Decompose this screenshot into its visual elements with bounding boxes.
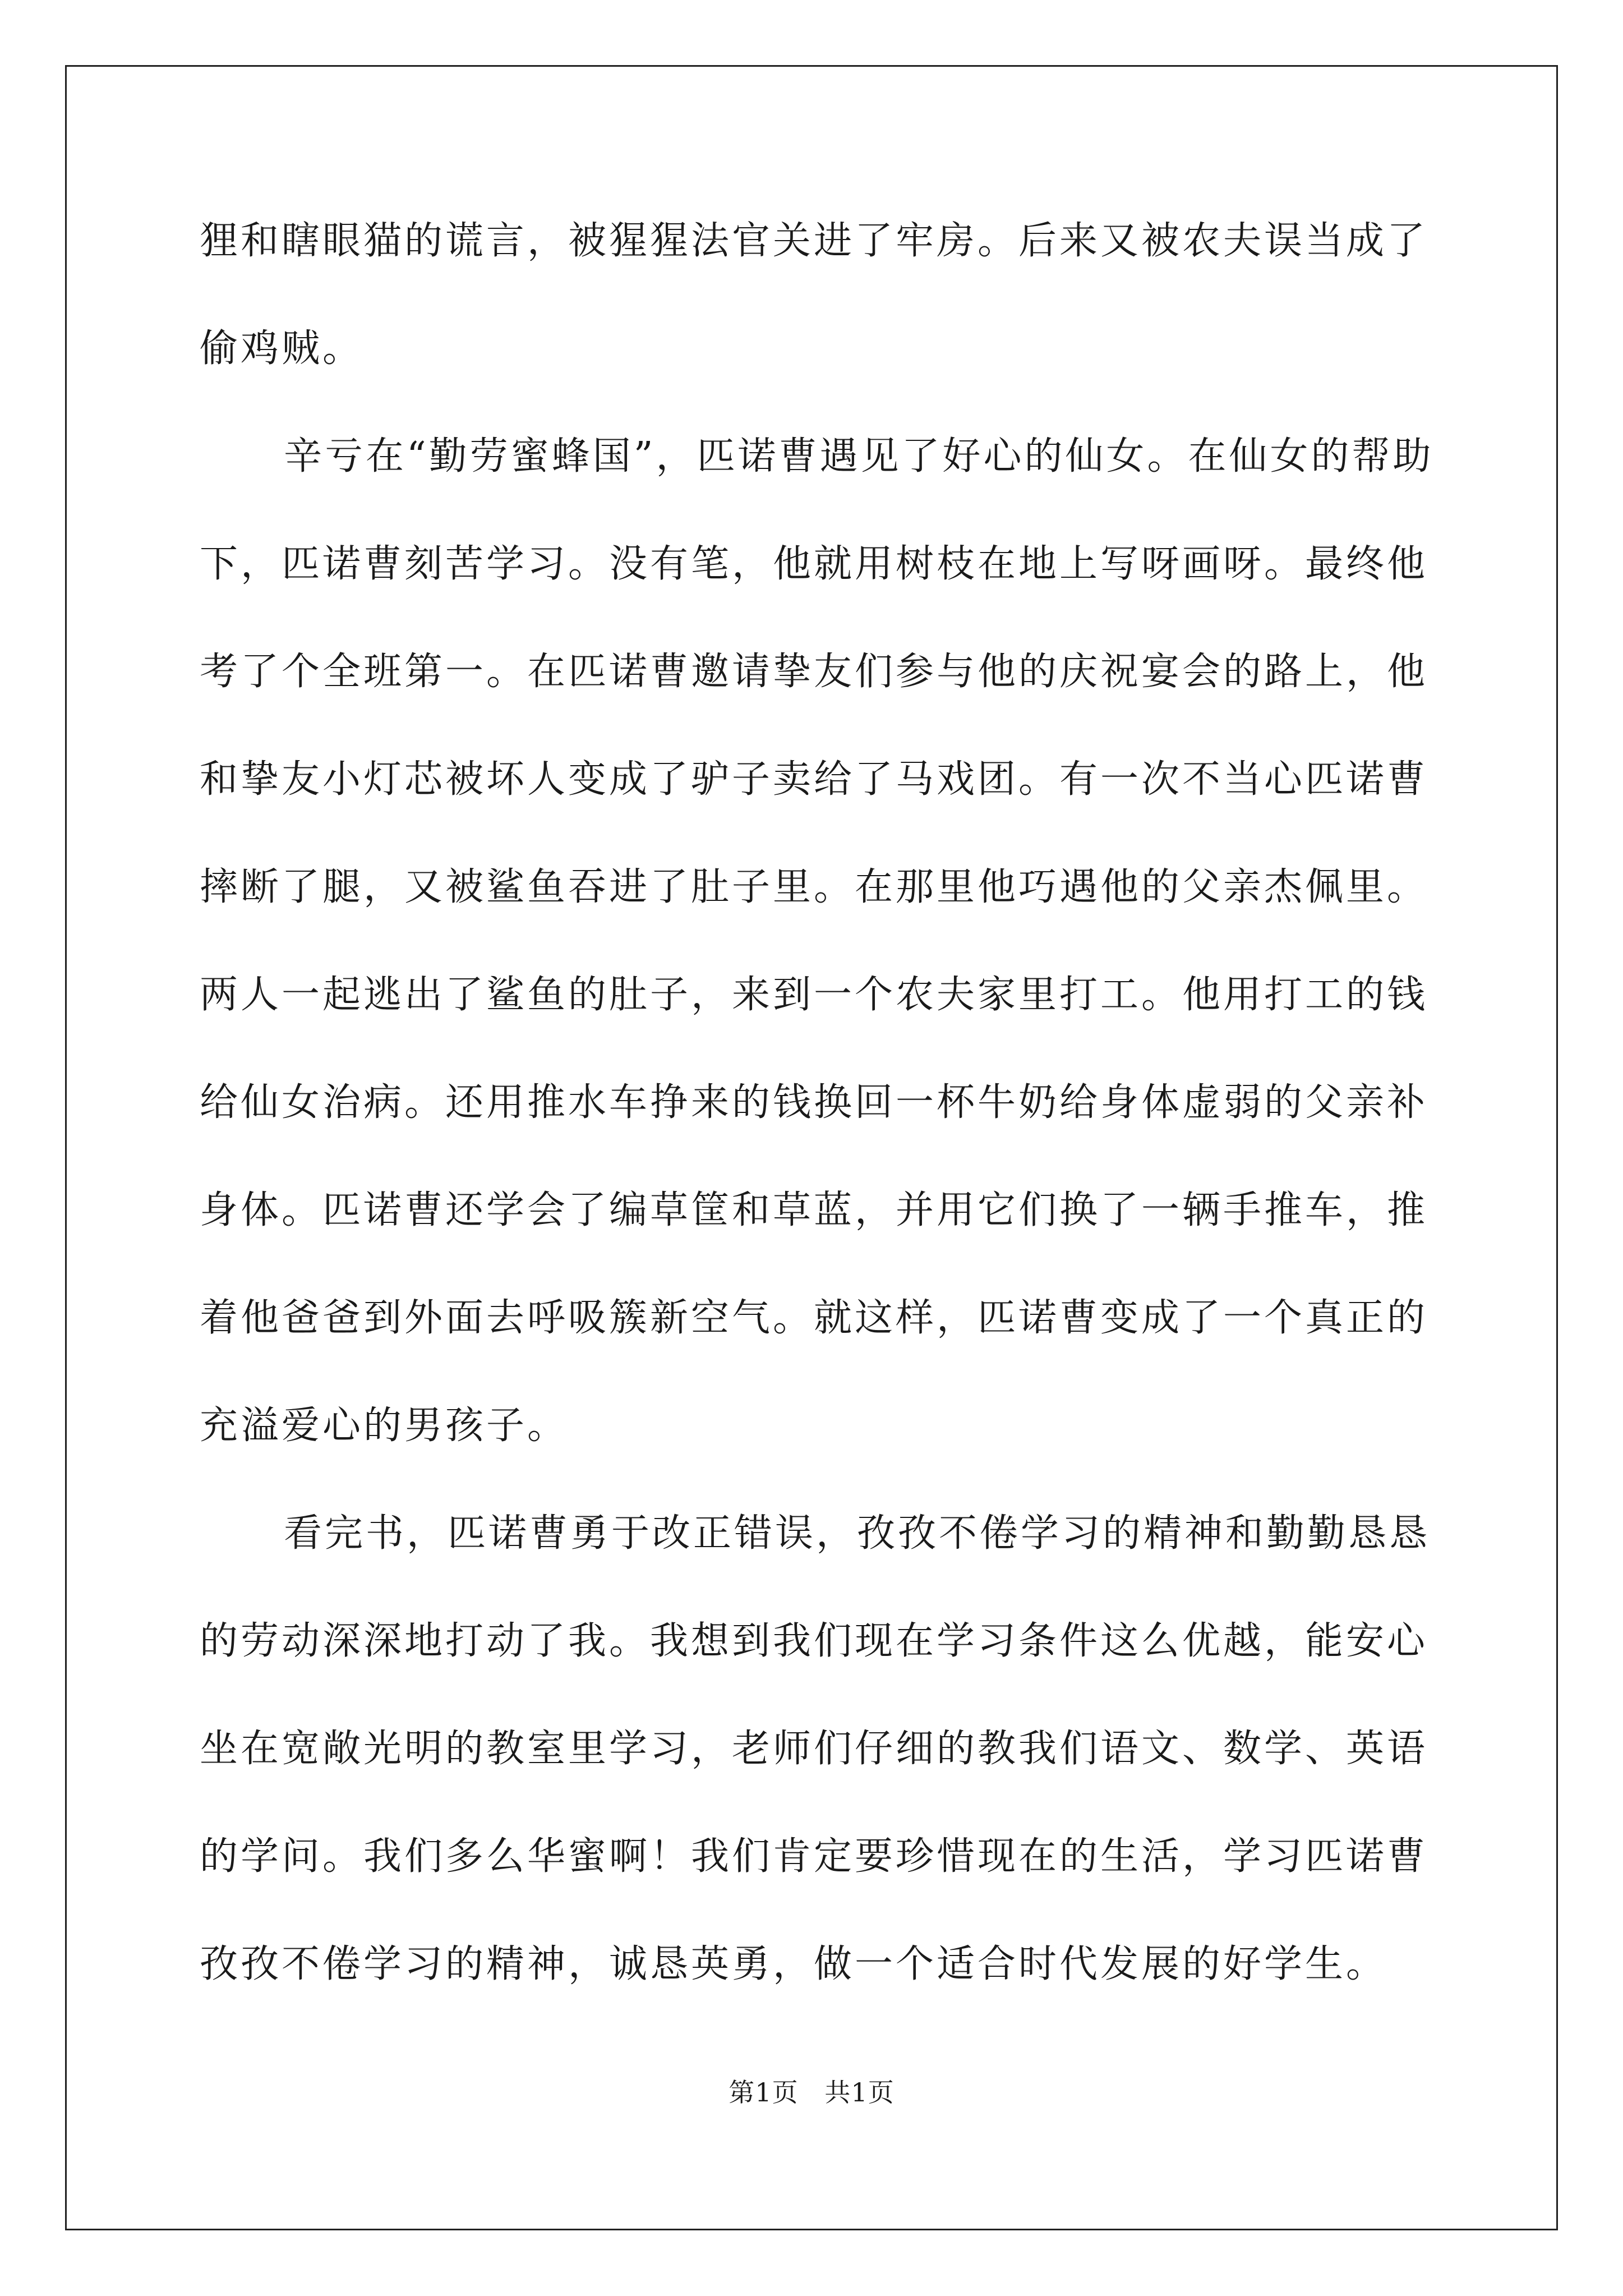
page-number-footer: 第1页 共1页 — [728, 2077, 895, 2108]
text-line: 下，匹诺曹刻苦学习。没有笔，他就用树枝在地上写呀画呀。最终他 — [200, 542, 1428, 586]
text-line: 坐在宽敞光明的教室里学习，老师们仔细的教我们语文、数学、英语 — [200, 1727, 1428, 1771]
text-line: 考了个全班第一。在匹诺曹邀请挚友们参与他的庆祝宴会的路上，他 — [200, 650, 1428, 694]
paragraph-start-line: 辛亏在“勤劳蜜蜂国”，匹诺曹遇见了好心的仙女。在仙女的帮助 — [284, 434, 1434, 478]
text-line: 两人一起逃出了鲨鱼的肚子，来到一个农夫家里打工。他用打工的钱 — [200, 973, 1428, 1017]
text-line: 着他爸爸到外面去呼吸簇新空气。就这样，匹诺曹变成了一个真正的 — [200, 1296, 1428, 1340]
text-line: 和挚友小灯芯被坏人变成了驴子卖给了马戏团。有一次不当心匹诺曹 — [200, 757, 1428, 802]
document-body — [200, 213, 1434, 2044]
text-line: 的劳动深深地打动了我。我想到我们现在学习条件这么优越，能安心 — [200, 1619, 1428, 1663]
text-line: 的学问。我们多么华蜜啊！我们肯定要珍惜现在的生活，学习匹诺曹 — [200, 1834, 1428, 1879]
text-line: 充溢爱心的男孩子。 — [200, 1404, 569, 1448]
text-line: 孜孜不倦学习的精神，诚恳英勇，做一个适合时代发展的好学生。 — [200, 1942, 1387, 1986]
text-line: 摔断了腿，又被鲨鱼吞进了肚子里。在那里他巧遇他的父亲杰佩里。 — [200, 865, 1428, 909]
text-line: 给仙女治病。还用推水车挣来的钱换回一杯牛奶给身体虚弱的父亲补 — [200, 1080, 1428, 1125]
text-line: 偷鸡贼。 — [200, 326, 364, 371]
text-line: 身体。匹诺曹还学会了编草筐和草蓝，并用它们换了一辆手推车，推 — [200, 1188, 1428, 1232]
paragraph-start-line: 看完书，匹诺曹勇于改正错误，孜孜不倦学习的精神和勤勤恳恳 — [284, 1511, 1431, 1556]
text-line: 狸和瞎眼猫的谎言，被猩猩法官关进了牢房。后来又被农夫误当成了 — [200, 219, 1428, 263]
